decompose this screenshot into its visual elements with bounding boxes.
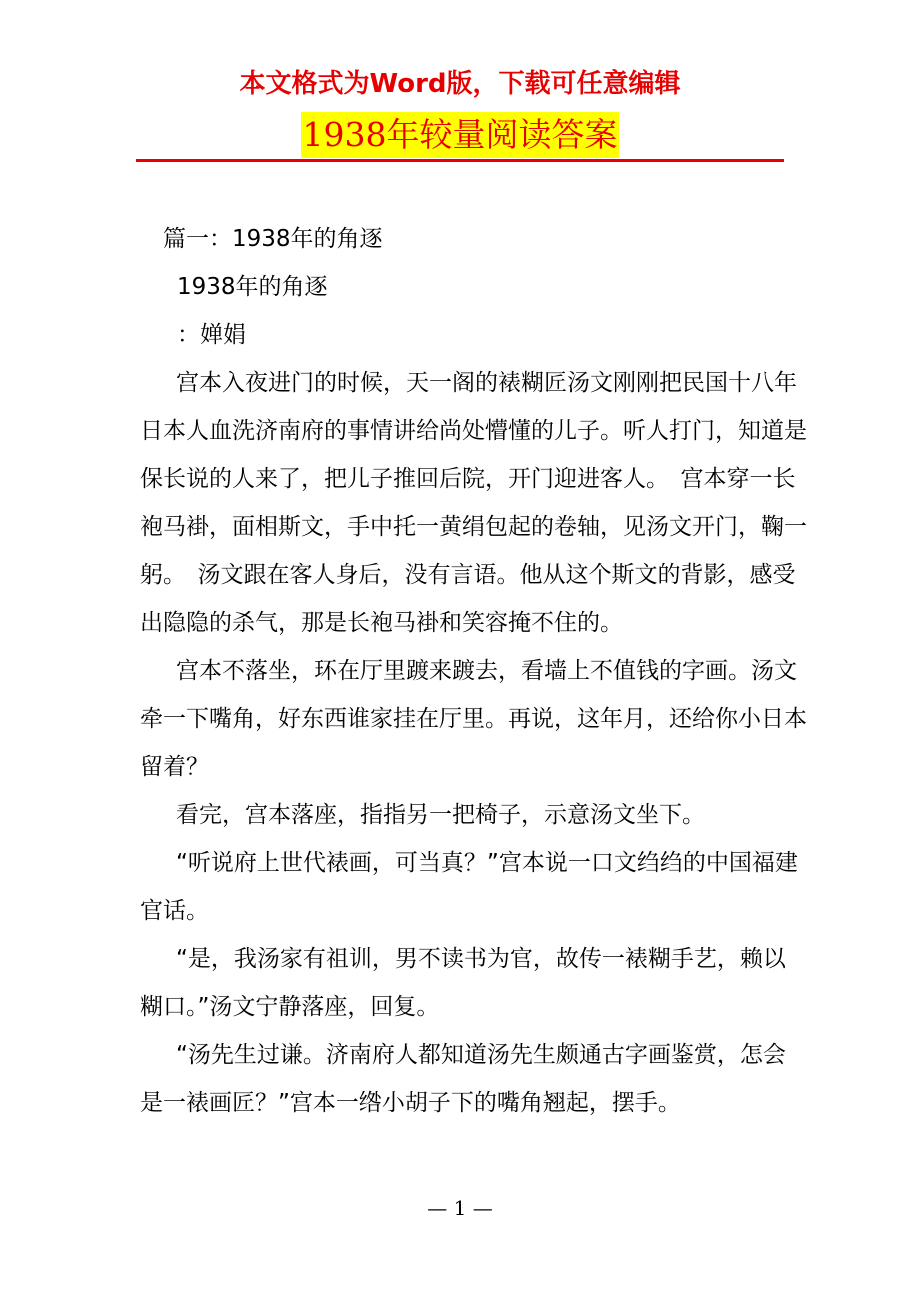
document-title: 1938年较量阅读答案 <box>301 112 620 158</box>
author-line: ：婵娟 <box>177 322 246 348</box>
paragraph: 宫本不落坐，环在厅里踱来踱去，看墙上不值钱的字画。汤文牵一下嘴角，好东西谁家挂在厅里。再说，这年月，还给你小日本留着？ <box>140 658 807 780</box>
header-divider <box>136 159 784 162</box>
paragraph: 宫本入夜进门的时候，天一阁的裱糊匠汤文刚刚把民国十八年日本人血洗济南府的事情讲给尚处懵懂的儿子。听人打门，知道是保长说的人来了，把儿子推回后院，开门迎进客人。 宫本穿一长袍马褂，面相斯文，手中托一黄绢包起的卷轴，见汤文开门，鞠一躬。 汤文跟在客人身后，没有言语。他从这个斯文的背影，感受出隐隐的杀气，那是长袍马褂和笑容掩不住的。 <box>140 370 807 636</box>
document-title-wrap <box>0 112 920 158</box>
paragraph: “听说府上世代裱画，可当真？”宫本说一口文绉绉的中国福建官话。 <box>140 850 798 924</box>
paragraph: “汤先生过谦。济南府人都知道汤先生颇通古字画鉴赏，怎会是一裱画匠？”宫本一绺小胡子下的嘴角翘起，摆手。 <box>140 1042 786 1116</box>
document-body <box>140 215 808 1127</box>
paragraph: 看完，宫本落座，指指另一把椅子，示意汤文坐下。 <box>176 802 705 828</box>
document-banner: 本文格式为Word版，下载可任意编辑 <box>239 69 681 99</box>
article-title: 1938年的角逐 <box>177 274 328 300</box>
paragraph: “是，我汤家有祖训，男不读书为官，故传一裱糊手艺，赖以糊口。”汤文宁静落座，回复。 <box>140 946 786 1020</box>
page-number: — 1 — <box>427 1196 493 1220</box>
section-heading: 篇一：1938年的角逐 <box>163 226 383 252</box>
